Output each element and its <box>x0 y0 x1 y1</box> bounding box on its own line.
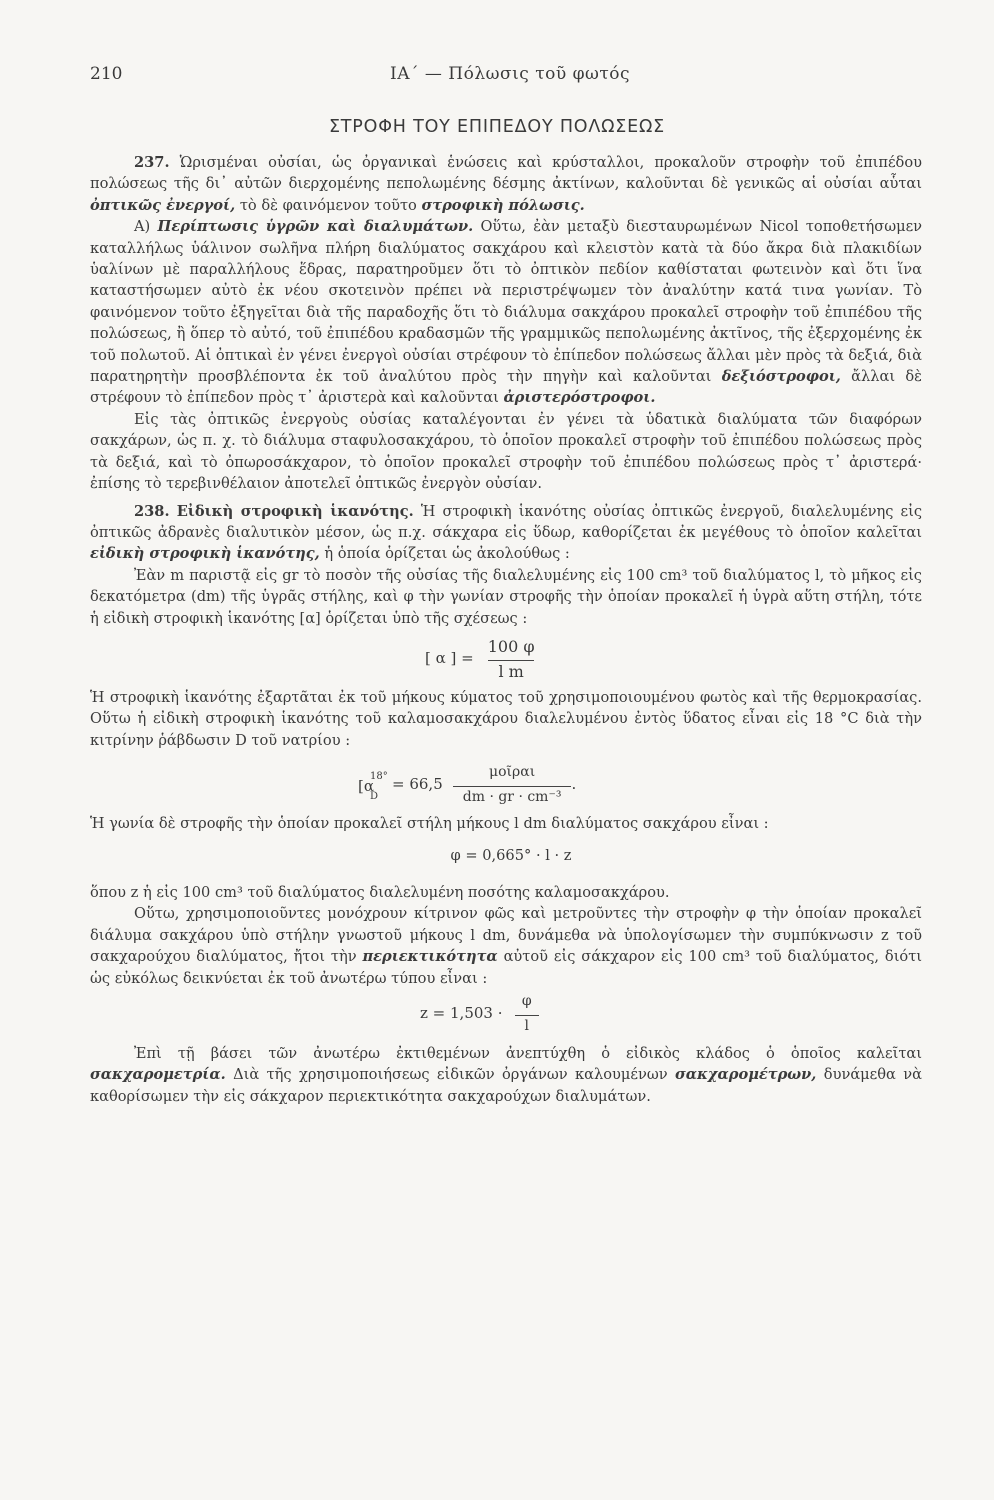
paragraph: Ἐὰν m παριστᾷ εἰς gr τὸ ποσὸν τῆς οὐσίας τῆς διαλελυμένης εἰς 100 cm³ τοῦ διαλύματος l, τὸ μῆκος εἰς δεκατόμετρα (dm) τῆς ὑγρᾶς στήλης, καὶ φ τὴν γωνίαν στροφῆς τὴν ὁποίαν προκαλεῖ ἡ ὑγρὰ αὕτη στήλη, τότε ἡ εἰδικὴ στροφικὴ ἱκανότης [α] ὁρίζεται ὑπὸ τῆς σχέσεως : <box>90 566 922 627</box>
emphasis: σακχαρομετρία. <box>90 1066 226 1084</box>
fraction: $\frac{\varphi}{l}$ <box>515 991 539 1038</box>
paragraph-case-a: Α) Περίπτωσις ὑγρῶν καὶ διαλυμάτων. Οὕτω, ἐὰν μεταξὺ διεσταυρωμένων Nicol τοποθετήσωμεν καταλλήλως ὑάλινον σωλῆνα πλήρη διαλύματος σακχάρου καὶ κλειστὸν κατὰ τὰ δύο ἄκρα διὰ πλακιδίων ὑαλίνων μὲ παραλλήλους ἕδρας, παρατηροῦμεν ὅτι τὸ ὀπτικὸν πεδίον καθίσταται φωτεινὸν καὶ ὅτι ἵνα καταστήσωμεν αὐτὸ ἐκ νέου σκοτεινὸν πρέπει νὰ περιστρέψωμεν τὸν ἀναλύτην κατά τινα γωνίαν. Τὸ φαινόμενον τοῦτο ἐξηγεῖται διὰ τῆς παραδοχῆς ὅτι τὸ διάλυμα σακχάρου προκαλεῖ στροφὴν τοῦ ἐπιπέδου τῆς πολώσεως, ἢ ὅπερ τὸ αὐτό, τοῦ ἐπιπέδου κραδασμῶν τῆς γραμμικῶς πεπολωμένης ἀκτῖνος, τῆς ἐξερχομένης ἐκ τοῦ πολωτοῦ. Αἱ ὀπτικαὶ ἐν γένει ἐνεργοὶ οὐσίαι στρέφουν τὸ ἐπίπεδον πολώσεως ἄλλαι μὲν πρὸς τὰ δεξιά, διὰ παρατηρητὴν προσβλέποντα ἐκ τοῦ ἀναλύτου πρὸς τὴν πηγὴν καὶ καλοῦνται δεξιόστροφοι, ἄλλαι δὲ στρέφουν τὸ ἐπίπεδον πρὸς τ᾽ ἀριστερὰ καὶ καλοῦνται ἀριστερόστροφοι. <box>90 218 923 407</box>
formula-rotation-angle: φ = 0,665° · l · z <box>450 846 572 864</box>
paragraph: Ἡ γωνία δὲ στροφῆς τὴν ὁποίαν προκαλεῖ στήλη μήκους l dm διαλύματος σακχάρου εἶναι : <box>90 815 769 833</box>
page-number: 210 <box>90 64 123 84</box>
section-title: ΣΤΡΟΦΗ ΤΟΥ ΕΠΙΠΕΔΟΥ ΠΟΛΩΣΕΩΣ <box>328 117 666 137</box>
section-heading: Εἰδικὴ στροφικὴ ἱκανότης. <box>176 502 414 520</box>
paragraph-237: 237. Ὡρισμέναι οὐσίαι, ὡς ὀργανικαὶ ἑνώσεις καὶ κρύσταλλοι, προκαλοῦν στροφὴν τοῦ ἐπιπέδου πολώσεως τῆς δι᾽ αὐτῶν διερχομένης πεπολωμένης δέσμης ἀκτίνων, καλοῦνται δὲ γενικῶς αἱ οὐσίαι αὗται ὀπτικῶς ἐνεργοί, τὸ δὲ φαινόμενον τοῦτο στροφικὴ πόλωσις. <box>90 154 923 214</box>
subheading: Περίπτωσις ὑγρῶν καὶ διαλυμάτων. <box>157 218 474 236</box>
fraction: $\frac{100 \varphi}{\text{l m}}$ <box>487 636 535 681</box>
emphasis: στροφικὴ πόλωσις. <box>421 196 585 214</box>
rotation-symbol: [α 18° D <box>358 771 388 803</box>
emphasis: δεξιόστροφοι, <box>721 368 841 386</box>
formula-sucrose-rotation: [α 18° D = 66,5 $\frac{\text{μοῖραι}}{\text{dm · gr · cm⁻³}}$ . <box>358 757 922 813</box>
emphasis: ὀπτικῶς ἐνεργοί, <box>90 196 236 214</box>
page-header <box>90 64 930 88</box>
emphasis: εἰδικὴ στροφικὴ ἱκανότης, <box>90 545 320 563</box>
emphasis: περιεκτικότητα <box>362 948 498 966</box>
paragraph: ὅπου z ἡ εἰς 100 cm³ τοῦ διαλύματος διαλελυμένη ποσότης καλαμοσακχάρου. <box>90 883 670 901</box>
section-number: 238. <box>134 502 170 520</box>
emphasis: ἀριστερόστροφοι. <box>503 389 656 407</box>
section-number: 237. <box>134 154 170 171</box>
formula-concentration: z = 1,503 · $\frac{\varphi}{l}$ <box>420 991 922 1037</box>
body-text <box>90 152 922 1107</box>
paragraph-238: 238. Εἰδικὴ στροφικὴ ἱκανότης. Ἡ στροφικὴ ἱκανότης οὐσίας ὀπτικῶς ἐνεργοῦ, διαλελυμένης εἰς ὀπτικῶς ἀδρανὲς διαλυτικὸν μέσον, ὡς π.χ. σάκχαρα εἰς ὕδωρ, καθορίζεται ἐκ μεγέθους τὸ ὁποῖον καλεῖται εἰδικὴ στροφικὴ ἱκανότης, ἡ ὁποία ὁρίζεται ὡς ἀκολούθως : <box>90 502 923 563</box>
fraction: $\frac{\text{μοῖραι}}{\text{dm · gr · cm⁻³}}$ <box>453 762 572 809</box>
paragraph: Ἡ στροφικὴ ἱκανότης ἐξαρτᾶται ἐκ τοῦ μήκους κύματος τοῦ χρησιμοποιουμένου φωτὸς καὶ τῆς θερμοκρασίας. Οὕτω ἡ εἰδικὴ στροφικὴ ἱκανότης τοῦ καλαμοσακχάρου διαλελυμένου ἐντὸς ὕδατος εἶναι εἰς 18 °C διὰ τὴν κιτρίνην ῥάβδωσιν D τοῦ νατρίου : <box>90 688 922 749</box>
formula-specific-rotation: [ α ] = $\frac{100 \varphi}{\text{l m}}$ <box>425 631 922 687</box>
running-head: ΙΑ΄ — Πόλωσις τοῦ φωτός <box>390 64 630 84</box>
emphasis: σακχαρομέτρων, <box>675 1066 817 1084</box>
paragraph: Εἰς τὰς ὀπτικῶς ἐνεργοὺς οὐσίας καταλέγονται ἐν γένει τὰ ὑδατικὰ διαλύματα τῶν διαφόρων σακχάρων, ὡς π. χ. τὸ διάλυμα σταφυλοσακχάρου, τὸ ὁποῖον προκαλεῖ στροφὴν τοῦ ἐπιπέδου πολώσεως πρὸς τὰ δεξιά, καὶ τὸ ὀπωροσάκχαρον, τὸ ὁποῖον προκαλεῖ στροφὴν τοῦ ἐπιπέδου πολώσεως πρὸς τ᾽ ἀριστερά· ἐπίσης τὸ τερεβινθέλαιον ἀποτελεῖ ὀπτικῶς ἐνεργὸν οὐσίαν. <box>90 410 922 493</box>
paragraph: Οὕτω, χρησιμοποιοῦντες μονόχρουν κίτρινον φῶς καὶ μετροῦντες τὴν στροφὴν φ τὴν ὁποίαν προκαλεῖ διάλυμα σακχάρου ὑπὸ στήλην γνωστοῦ μήκους l dm, δυνάμεθα νὰ ὑπολογίσωμεν τὴν συμπύκνωσιν z τοῦ σακχαρούχου διαλύματος, ἤτοι τὴν περιεκτικότητα αὐτοῦ εἰς σάκχαρον εἰς 100 cm³ τοῦ διαλύματος, διότι ὡς εὐκόλως δεικνύεται ἐκ τοῦ ἀνωτέρω τύπου εἶναι : <box>90 905 923 987</box>
paragraph: Ἐπὶ τῇ βάσει τῶν ἀνωτέρω ἐκτιθεμένων ἀνεπτύχθη ὁ εἰδικὸς κλάδος ὁ ὁποῖος καλεῖται σακχαρομετρία. Διὰ τῆς χρησιμοποιήσεως εἰδικῶν ὀργάνων καλουμένων σακχαρομέτρων, δυνάμεθα νὰ καθορίσωμεν τὴν εἰς σάκχαρον περιεκτικότητα σακχαρούχων διαλυμάτων. <box>90 1045 922 1105</box>
